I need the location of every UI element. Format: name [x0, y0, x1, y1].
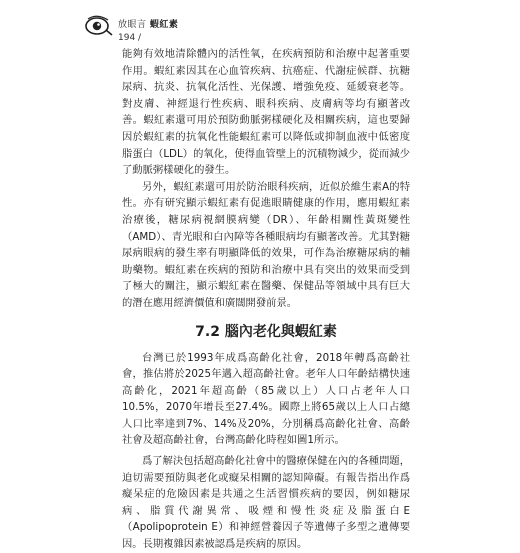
- paragraph-4: 爲了解決包括超高齡化社會中的醫療保健在內的各種問題，迫切需要預防與老化或癡呆相關的認知障礙。有報告指出作爲癡呆症的危險因素是共通之生活習慣疾病的要因，例如糖尿病、脂質代謝異常、吸煙和慢性炎症及脂蛋白E（Apolipoprotein E）和神經營養因子等遺傳子多型之遺傳要因。長期複雜因素被認爲是疾病的原因。: [122, 455, 410, 551]
- series-book-title: 蝦紅素: [149, 20, 179, 30]
- series-title: [118, 17, 178, 30]
- series-prefix: 放眼言: [118, 20, 147, 30]
- section-heading: 7.2 腦內老化與蝦紅素: [195, 323, 337, 340]
- paragraph-3: 台灣已於1993年成爲高齡化社會，2018年轉爲高齡社會，推估將於2025年邁入超高齡社會。老年人口年齡結構快速高齡化，2021年超高齡（85歲以上）人口占老年人口10.5%，2070年增長至27.4%。國際上將65歲以上人口占總人口比率達到7%、14%及20%，分別稱爲高齡化社會、高齡社會及超高齡社會，台灣高齡化時程如圖1所示。: [122, 351, 410, 447]
- page-body: [122, 46, 410, 553]
- paragraph-2: 另外，蝦紅素還可用於防治眼科疾病，近似於維生素A的特性。亦有研究顯示蝦紅素有促進眼睛健康的作用，應用蝦紅素治療後，糖尿病視網膜病變（DR）、年齡相關性黃斑變性（AMD）、青光眼和白內障等各種眼病均有顯著改善。尤其對糖尿病眼病的發生率有明顯降低的效果，可作為治療糖尿病的輔助藥物。蝦紅素在疾病的預防和治療中具有突出的效果而受到了極大的關注，顯示蝦紅素在醫藥、保健品等領域中具有巨大的潛在應用經濟價值和廣闊開發前景。: [122, 180, 410, 309]
- eye-logo-icon: [84, 15, 114, 37]
- paragraph-1: 能夠有效地清除體內的活性氧，在疾病預防和治療中起著重要作用。蝦紅素因其在心血管疾病、抗癌症、代謝症候群、抗糖尿病、抗炎、抗氧化活性、光保護、增強免疫、延緩衰老等。對皮膚、神經退行性疾病、眼科疾病、皮膚病等均有顯著改善。蝦紅素還可用於預防動脈粥樣硬化及相關疾病，這也要歸因於蝦紅素的抗氧化性能蝦紅素可以降低或抑制血液中低密度脂蛋白（LDL）的氧化，使得血管壁上的沉積物減少，從而減少了動脈粥樣硬化的發生。: [122, 48, 410, 177]
- page-number: 194 /: [118, 33, 142, 43]
